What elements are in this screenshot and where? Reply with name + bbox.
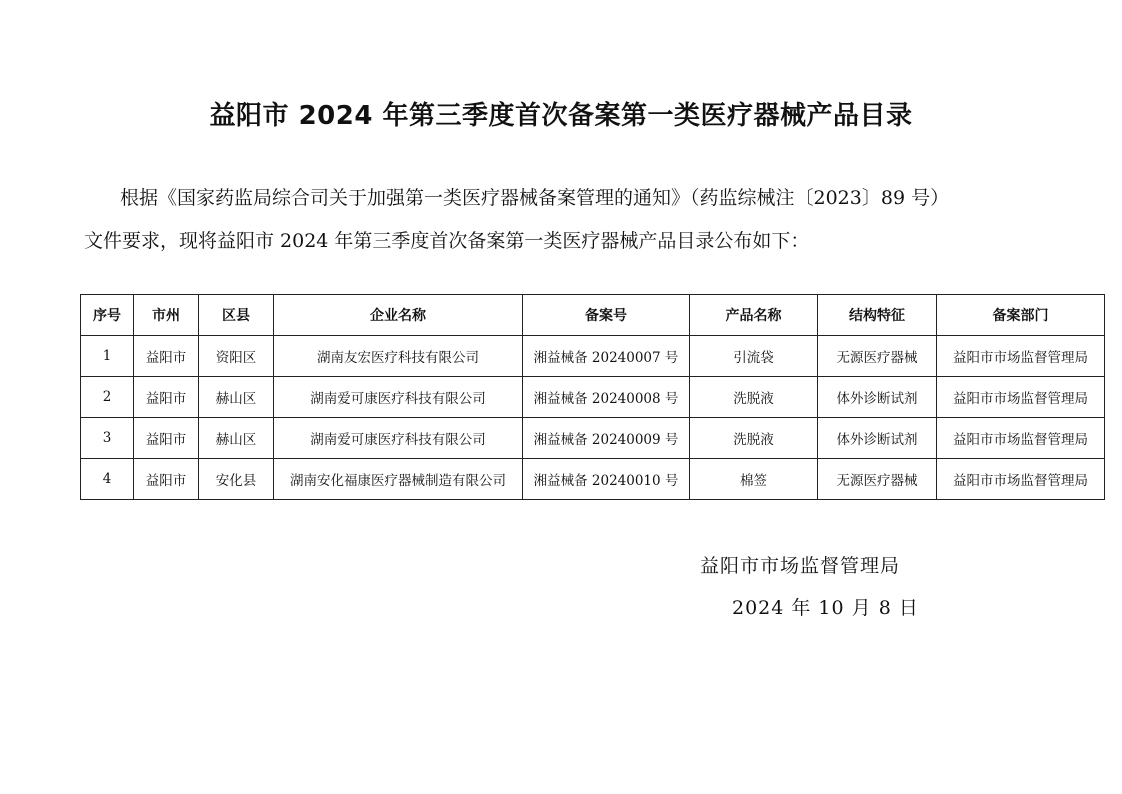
cell-product-name: 引流袋 (690, 336, 818, 377)
table-row (81, 377, 1105, 418)
header-department: 备案部门 (937, 295, 1105, 336)
cell-structure: 体外诊断试剂 (818, 377, 937, 418)
product-catalog-table (80, 294, 1105, 500)
header-city: 市州 (134, 295, 199, 336)
cell-structure: 无源医疗器械 (818, 459, 937, 500)
cell-record-number: 湘益械备 20240010 号 (523, 459, 690, 500)
intro-line-2: 文件要求，现将益阳市 2024 年第三季度首次备案第一类医疗器械产品目录公布如下： (84, 230, 810, 252)
cell-company: 湖南友宏医疗科技有限公司 (274, 336, 523, 377)
cell-company: 湖南爱可康医疗科技有限公司 (274, 377, 523, 418)
cell-index: 1 (81, 336, 134, 377)
header-district: 区县 (199, 295, 274, 336)
cell-city: 益阳市 (134, 459, 199, 500)
header-structure: 结构特征 (818, 295, 937, 336)
cell-district: 资阳区 (199, 336, 274, 377)
header-company: 企业名称 (274, 295, 523, 336)
table-row (81, 418, 1105, 459)
table-header-row (81, 295, 1105, 336)
intro-line-1: 根据《国家药监局综合司关于加强第一类医疗器械备案管理的通知》（药监综械注〔2023〕89 号） (120, 187, 950, 209)
cell-district: 安化县 (199, 459, 274, 500)
cell-index: 3 (81, 418, 134, 459)
cell-city: 益阳市 (134, 336, 199, 377)
cell-record-number: 湘益械备 20240009 号 (523, 418, 690, 459)
cell-product-name: 洗脱液 (690, 377, 818, 418)
table-row (81, 459, 1105, 500)
cell-product-name: 棉签 (690, 459, 818, 500)
cell-company: 湖南爱可康医疗科技有限公司 (274, 418, 523, 459)
header-index: 序号 (81, 295, 134, 336)
cell-index: 4 (81, 459, 134, 500)
cell-company: 湖南安化福康医疗器械制造有限公司 (274, 459, 523, 500)
cell-department: 益阳市市场监督管理局 (937, 418, 1105, 459)
cell-record-number: 湘益械备 20240007 号 (523, 336, 690, 377)
cell-department: 益阳市市场监督管理局 (937, 377, 1105, 418)
cell-department: 益阳市市场监督管理局 (937, 459, 1105, 500)
table-row (81, 336, 1105, 377)
cell-city: 益阳市 (134, 418, 199, 459)
cell-structure: 体外诊断试剂 (818, 418, 937, 459)
cell-record-number: 湘益械备 20240008 号 (523, 377, 690, 418)
cell-product-name: 洗脱液 (690, 418, 818, 459)
header-record-number: 备案号 (523, 295, 690, 336)
cell-district: 赫山区 (199, 377, 274, 418)
cell-department: 益阳市市场监督管理局 (937, 336, 1105, 377)
header-product-name: 产品名称 (690, 295, 818, 336)
cell-city: 益阳市 (134, 377, 199, 418)
document-title: 益阳市 2024 年第三季度首次备案第一类医疗器械产品目录 (209, 101, 913, 131)
issuer-signature: 益阳市市场监督管理局 (700, 555, 901, 577)
cell-index: 2 (81, 377, 134, 418)
issue-date: 2024 年 10 月 8 日 (732, 597, 919, 619)
cell-structure: 无源医疗器械 (818, 336, 937, 377)
cell-district: 赫山区 (199, 418, 274, 459)
